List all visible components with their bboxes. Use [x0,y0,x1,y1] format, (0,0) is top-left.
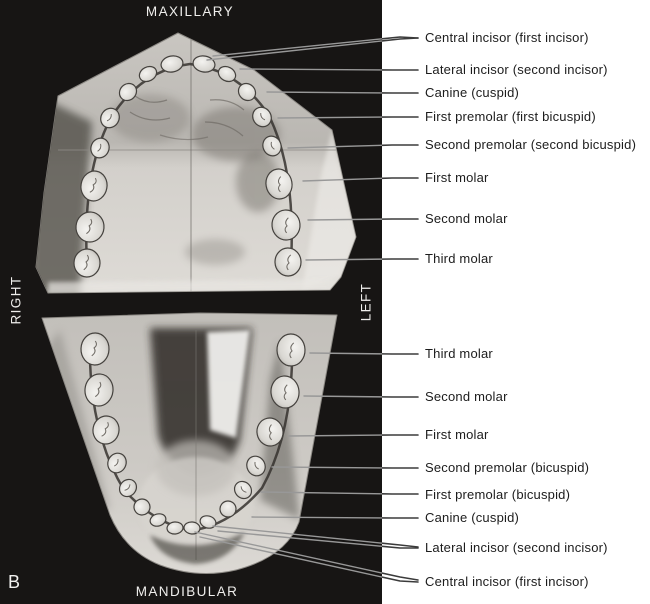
label-maxillary-central-incisor: Central incisor (first incisor) [425,30,589,45]
label-maxillary-first-molar: First molar [425,170,489,185]
label-maxillary-second-premolar: Second premolar (second bicuspid) [425,137,637,152]
label-mandibular-lateral-incisor: Lateral incisor (second incisor) [425,540,608,555]
label-mandibular-third-molar: Third molar [425,346,493,361]
label-mandibular-canine: Canine (cuspid) [425,510,520,525]
label-mandibular-first-molar: First molar [425,427,489,442]
tooth [275,248,302,277]
tooth [276,334,305,367]
label-maxillary-second-molar: Second molar [425,211,508,226]
label-maxillary-third-molar: Third molar [425,251,493,266]
tooth [74,249,101,278]
panel-letter: B [8,572,21,592]
mandibular-title: MANDIBULAR [135,584,239,599]
label-mandibular-first-premolar: First premolar (bicuspid) [425,487,571,502]
left-side-label: LEFT [358,282,374,322]
label-mandibular-second-molar: Second molar [425,389,508,404]
label-mandibular-second-premolar: Second premolar (bicuspid) [425,460,590,475]
tooth [80,333,109,366]
label-mandibular-central-incisor: Central incisor (first incisor) [425,574,589,589]
label-maxillary-canine: Canine (cuspid) [425,85,520,100]
label-maxillary-lateral-incisor: Lateral incisor (second incisor) [425,62,608,77]
right-side-label: RIGHT [8,275,24,325]
label-maxillary-first-premolar: First premolar (first bicuspid) [425,109,596,124]
maxillary-title: MAXILLARY [145,4,235,19]
